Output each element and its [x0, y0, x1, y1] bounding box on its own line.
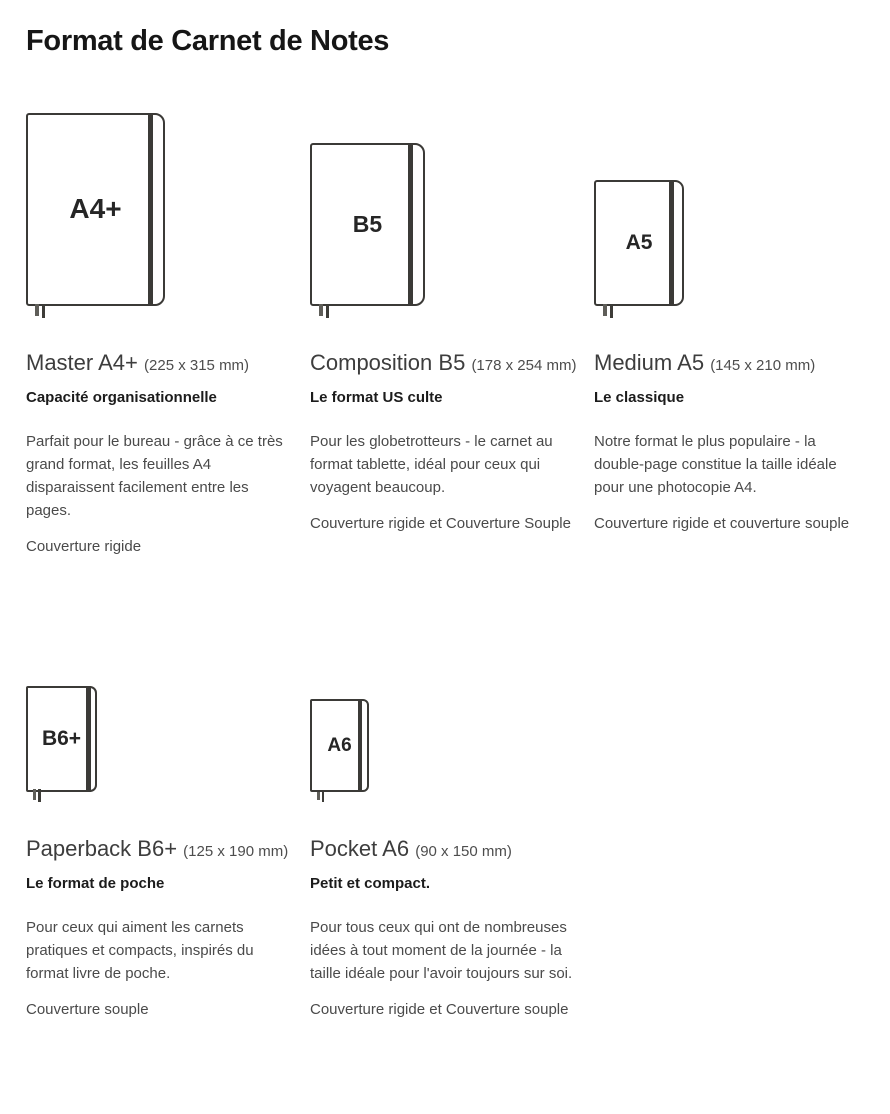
elastic-band-icon	[408, 143, 413, 306]
format-tagline: Le classique	[594, 388, 685, 406]
notebook-size-label: B6+	[41, 727, 82, 751]
format-dimensions: (225 x 315 mm)	[144, 356, 250, 374]
page-title: Format de Carnet de Notes	[26, 25, 390, 57]
format-description: Notre format le plus populaire - la double-page constitue la taille idéale pour une photocopie A4.	[594, 432, 837, 496]
format-description: Pour les globetrotteurs - le carnet au format tablette, idéal pour ceux qui voyagent beaucoup.	[310, 432, 553, 496]
format-cover-options: Couverture rigide et Couverture souple	[310, 1000, 569, 1018]
format-name: Master A4+	[26, 349, 138, 375]
bookmark-ribbons-icon	[317, 792, 324, 802]
format-cover-options: Couverture rigide	[26, 537, 142, 555]
format-dimensions: (145 x 210 mm)	[710, 356, 816, 374]
elastic-band-icon	[669, 180, 674, 306]
bookmark-ribbons-icon	[603, 304, 613, 318]
format-dimensions: (125 x 190 mm)	[183, 842, 289, 860]
format-description: Parfait pour le bureau - grâce à ce très grand format, les feuilles A4 disparaissent facilement entre les pages.	[26, 432, 283, 519]
format-description: Pour ceux qui aiment les carnets pratiques et compacts, inspirés du format livre de poche.	[26, 918, 254, 982]
notebook-figure	[310, 686, 580, 792]
notebook-illustration-a5	[594, 180, 684, 306]
format-name-heading	[310, 834, 580, 867]
bookmark-ribbons-icon	[35, 304, 45, 318]
notebook-size-label: A5	[625, 231, 653, 255]
notebook-figure	[26, 113, 296, 306]
format-dimensions: (178 x 254 mm)	[471, 356, 577, 374]
notebook-size-label: A4+	[69, 193, 122, 225]
format-card-paperback-b6plus	[26, 686, 296, 1021]
format-name: Pocket A6	[310, 835, 410, 861]
format-tagline: Capacité organisationnelle	[26, 388, 217, 406]
format-card-composition-b5	[310, 113, 580, 558]
format-dimensions: (90 x 150 mm)	[415, 842, 512, 860]
format-card-master-a4plus	[26, 113, 296, 558]
format-name-heading	[26, 834, 296, 867]
bookmark-ribbons-icon	[33, 789, 41, 802]
notebook-illustration-b6plus	[26, 686, 97, 792]
notebook-illustration-a4plus	[26, 113, 165, 306]
format-name-heading	[310, 348, 580, 381]
format-name-heading	[26, 348, 296, 381]
format-tagline: Le format US culte	[310, 388, 443, 406]
bookmark-ribbons-icon	[319, 304, 329, 318]
elastic-band-icon	[358, 699, 362, 792]
elastic-band-icon	[148, 113, 153, 306]
format-name: Medium A5	[594, 349, 705, 375]
format-name-heading	[594, 348, 864, 381]
format-tagline: Le format de poche	[26, 874, 165, 892]
notebook-figure	[26, 686, 296, 792]
format-description: Pour tous ceux qui ont de nombreuses idées à tout moment de la journée - la taille idéale pour l'avoir toujours sur soi.	[310, 918, 573, 982]
notebook-illustration-b5	[310, 143, 425, 306]
format-card-medium-a5	[594, 113, 864, 558]
format-card-pocket-a6	[310, 686, 580, 1021]
notebook-size-label: A6	[327, 734, 352, 756]
empty-grid-cell	[594, 686, 864, 1021]
notebook-size-label: B5	[352, 210, 383, 237]
notebook-figure	[310, 113, 580, 306]
format-tagline: Petit et compact.	[310, 874, 431, 892]
format-cover-options: Couverture rigide et Couverture Souple	[310, 514, 571, 532]
page-header	[0, 0, 890, 59]
format-cover-options: Couverture rigide et couverture souple	[594, 514, 850, 532]
notebook-illustration-a6	[310, 699, 369, 792]
notebook-figure	[594, 113, 864, 306]
format-name: Composition B5	[310, 349, 466, 375]
format-cover-options: Couverture souple	[26, 1000, 149, 1018]
elastic-band-icon	[86, 686, 91, 792]
format-name: Paperback B6+	[26, 835, 178, 861]
notebook-formats-grid	[0, 113, 890, 1021]
